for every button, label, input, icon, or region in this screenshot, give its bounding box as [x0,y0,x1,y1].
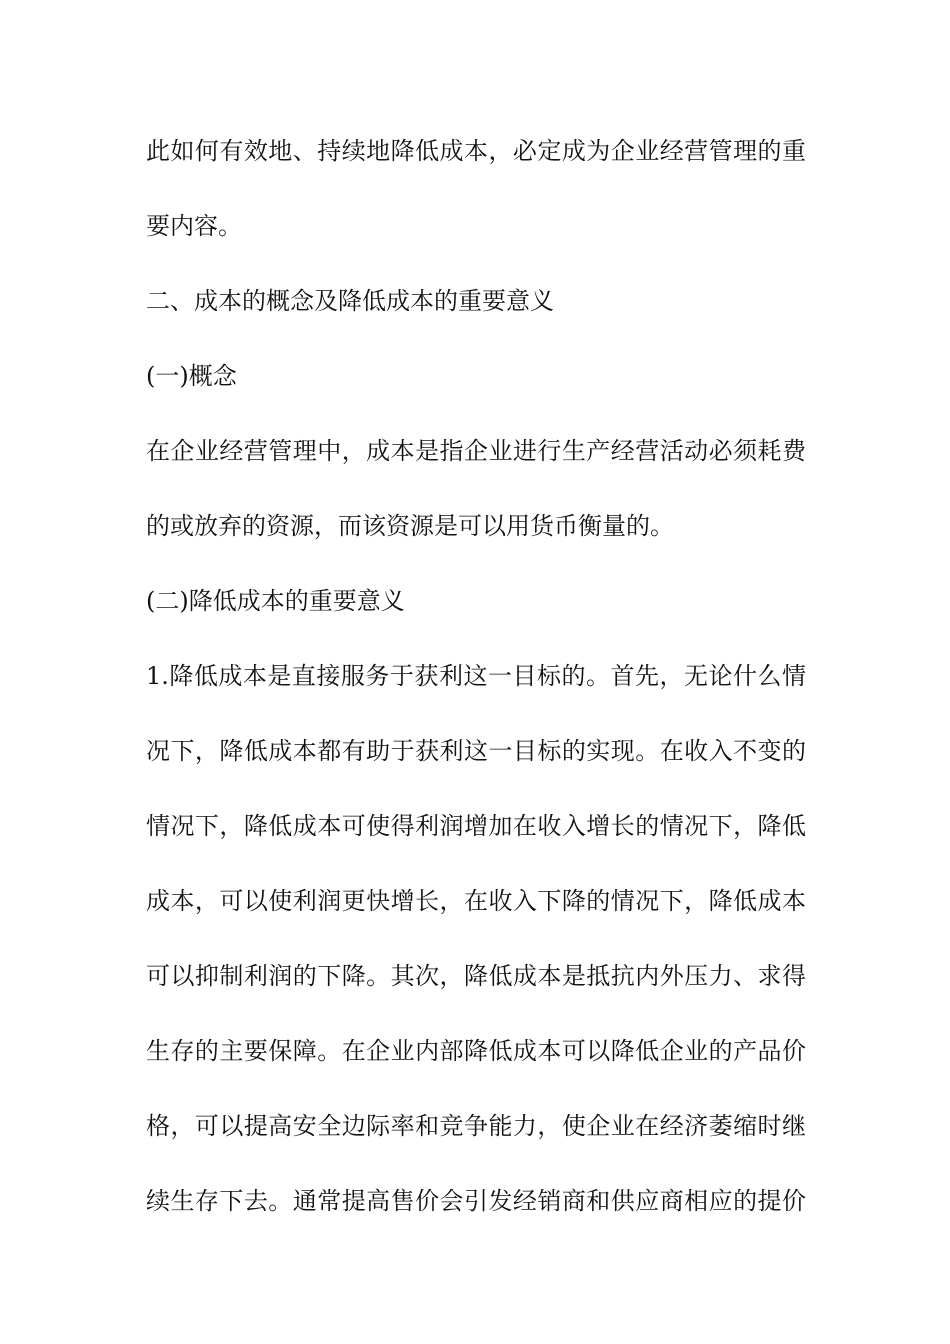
body-text-line: 在企业经营管理中，成本是指企业进行生产经营活动必须耗费 [146,437,806,465]
subsection-heading: (二)降低成本的重要意义 [146,587,405,615]
body-text-line: 此如何有效地、持续地降低成本，必定成为企业经营管理的重 [146,137,806,165]
body-text-line: 的或放弃的资源，而该资源是可以用货币衡量的。 [146,512,674,540]
body-text-line: 可以抑制利润的下降。其次，降低成本是抵抗内外压力、求得 [146,962,806,990]
subsection-heading: (一)概念 [146,362,237,390]
body-text-line: 格，可以提高安全边际率和竞争能力，使企业在经济萎缩时继 [146,1112,806,1140]
section-heading: 二、成本的概念及降低成本的重要意义 [146,287,554,315]
body-text-line: 成本，可以使利润更快增长，在收入下降的情况下，降低成本 [146,887,806,915]
body-text-line: 况下，降低成本都有助于获利这一目标的实现。在收入不变的 [146,737,806,765]
body-text-line: 续生存下去。通常提高售价会引发经销商和供应商相应的提价 [146,1187,806,1215]
body-text-line: 情况下，降低成本可使得利润增加在收入增长的情况下，降低 [146,812,806,840]
body-text-line: 生存的主要保障。在企业内部降低成本可以降低企业的产品价 [146,1037,806,1065]
body-text-line: 要内容。 [146,212,242,240]
body-text-line: 1.降低成本是直接服务于获利这一目标的。首先，无论什么情 [146,662,806,690]
